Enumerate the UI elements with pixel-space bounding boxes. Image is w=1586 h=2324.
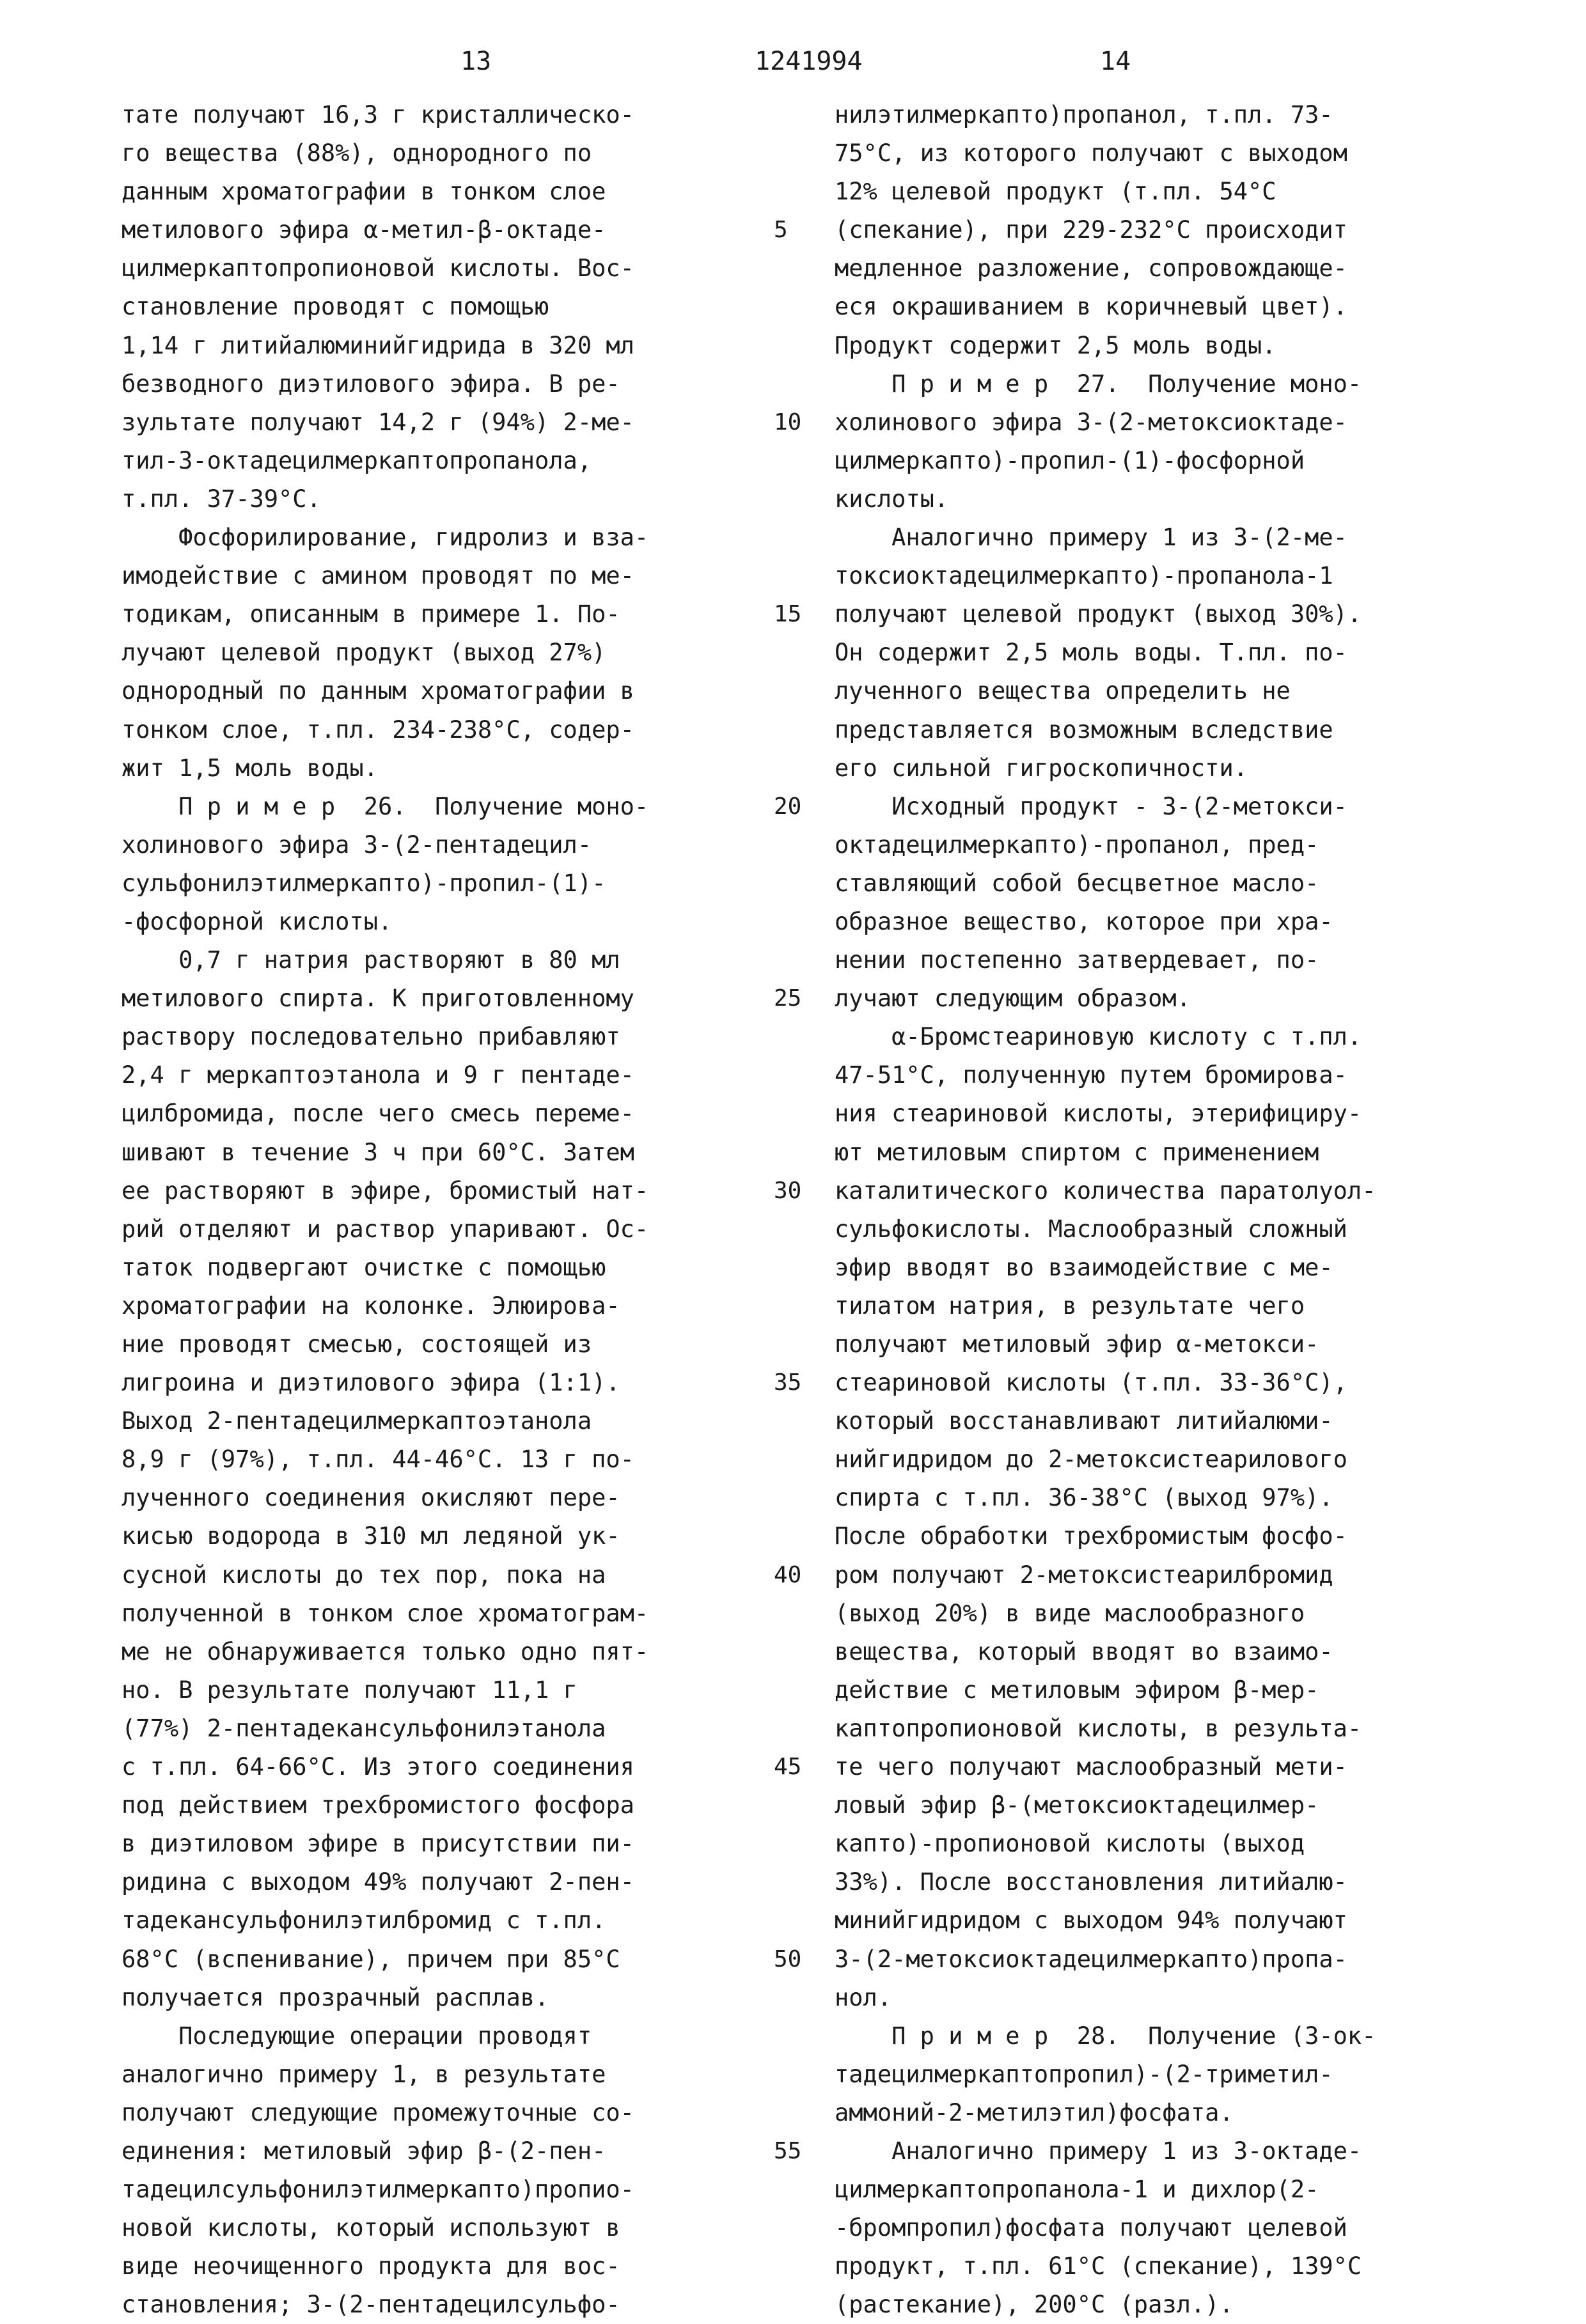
- text-line: тадецилсульфонилэтилмеркапто)пропио-: [122, 2176, 634, 2204]
- text-line: сульфокислоты. Маслообразный сложный: [835, 1215, 1347, 1243]
- margin-line-number: 55: [774, 2138, 802, 2165]
- text-line: но. В результате получают 11,1 г: [122, 1676, 577, 1704]
- text-line: лученного соединения окисляют пере-: [122, 1484, 620, 1512]
- text-line: т.пл. 37-39°С.: [122, 485, 321, 513]
- text-line: нол.: [835, 1983, 892, 2011]
- text-line: После обработки трехбромистым фосфо-: [835, 1522, 1347, 1550]
- text-line: еся окрашиванием в коричневый цвет).: [835, 293, 1347, 321]
- text-line: 1,14 г литийалюминийгидрида в 320 мл: [122, 331, 634, 359]
- text-line: П р и м е р 26. Получение моно-: [122, 792, 649, 820]
- text-line: получают метиловый эфир α-метокси-: [835, 1330, 1319, 1358]
- text-line: ют метиловым спиртом с применением: [835, 1138, 1319, 1166]
- text-line: его сильной гигроскопичности.: [835, 754, 1248, 782]
- right-text-column: [835, 96, 1487, 2324]
- left-text-column: [122, 96, 787, 2324]
- text-line: ридина с выходом 49% получают 2-пен-: [122, 1868, 634, 1896]
- text-line: виде неочищенного продукта для вос-: [122, 2252, 620, 2281]
- text-line: стеариновой кислоты (т.пл. 33-36°С),: [835, 1369, 1347, 1397]
- text-line: холинового эфира 3-(2-пентадецил-: [122, 831, 592, 859]
- text-line: хроматографии на колонке. Элюирова-: [122, 1291, 620, 1320]
- text-line: с т.пл. 64-66°С. Из этого соединения: [122, 1753, 634, 1781]
- text-line: тонком слое, т.пл. 234-238°С, содер-: [122, 715, 634, 744]
- text-line: сульфонилэтилмеркапто)-пропил-(1)-: [122, 869, 606, 897]
- text-line: 12% целевой продукт (т.пл. 54°С: [835, 178, 1276, 206]
- text-line: тате получают 16,3 г кристаллическо-: [122, 101, 634, 129]
- margin-line-number: 20: [774, 793, 802, 820]
- text-line: те чего получают маслообразный мети-: [835, 1753, 1347, 1781]
- text-line: жит 1,5 моль воды.: [122, 754, 378, 782]
- text-line: Аналогично примеру 1 из 3-октаде-: [835, 2137, 1362, 2165]
- text-line: Последующие операции проводят: [122, 2022, 592, 2050]
- text-line: лигроина и диэтилового эфира (1:1).: [122, 1369, 620, 1397]
- text-line: цилбромида, после чего смесь переме-: [122, 1100, 634, 1128]
- text-line: 2,4 г меркаптоэтанола и 9 г пентаде-: [122, 1061, 634, 1089]
- text-line: го вещества (88%), однородного по: [122, 139, 592, 168]
- text-line: вещества, который вводят во взаимо-: [835, 1637, 1333, 1665]
- text-line: эфир вводят во взаимодействие с ме-: [835, 1253, 1333, 1281]
- text-line: Фосфорилирование, гидролиз и вза-: [122, 524, 649, 552]
- text-line: шивают в течение 3 ч при 60°С. Затем: [122, 1138, 634, 1166]
- text-line: аналогично примеру 1, в результате: [122, 2060, 606, 2088]
- text-line: холинового эфира 3-(2-метоксиоктаде-: [835, 408, 1347, 436]
- text-line: минийгидридом с выходом 94% получают: [835, 1907, 1347, 1935]
- text-line: медленное разложение, сопровождающе-: [835, 254, 1347, 283]
- text-line: тадецилмеркаптопропил)-(2-триметил-: [835, 2060, 1333, 2088]
- text-line: Выход 2-пентадецилмеркаптоэтанола: [122, 1407, 592, 1435]
- text-line: ром получают 2-метоксистеарилбромид: [835, 1561, 1333, 1589]
- text-line: нилэтилмеркапто)пропанол, т.пл. 73-: [835, 101, 1333, 129]
- text-line: под действием трехбромистого фосфора: [122, 1791, 634, 1820]
- text-line: нении постепенно затвердевает, по-: [835, 946, 1319, 974]
- text-line: каптопропионовой кислоты, в результа-: [835, 1714, 1362, 1742]
- text-line: ме не обнаруживается только одно пят-: [122, 1637, 649, 1665]
- text-line: Он содержит 2,5 моль воды. Т.пл. по-: [835, 639, 1347, 667]
- text-line: токсиоктадецилмеркапто)-пропанола-1: [835, 562, 1333, 590]
- text-line: тадекансульфонилэтилбромид с т.пл.: [122, 1907, 606, 1935]
- text-line: единения: метиловый эфир β-(2-пен-: [122, 2137, 606, 2165]
- text-line: (выход 20%) в виде маслообразного: [835, 1599, 1305, 1627]
- text-line: становления; 3-(2-пентадецилсульфо-: [122, 2291, 620, 2319]
- text-line: зультате получают 14,2 г (94%) 2-ме-: [122, 408, 634, 436]
- text-line: продукт, т.пл. 61°С (спекание), 139°С: [835, 2252, 1362, 2281]
- text-line: α-Бромстеариновую кислоту с т.пл.: [835, 1023, 1362, 1051]
- text-line: сусной кислоты до тех пор, пока на: [122, 1561, 606, 1589]
- text-line: который восстанавливают литийалюми-: [835, 1407, 1333, 1435]
- margin-line-number: 35: [774, 1369, 802, 1396]
- text-line: Продукт содержит 2,5 моль воды.: [835, 331, 1276, 359]
- text-line: новой кислоты, который используют в: [122, 2214, 620, 2242]
- text-line: аммоний-2-метилэтил)фосфата.: [835, 2098, 1234, 2126]
- text-line: -бромпропил)фосфата получают целевой: [835, 2214, 1347, 2242]
- text-line: кисью водорода в 310 мл ледяной ук-: [122, 1522, 620, 1550]
- text-line: (спекание), при 229-232°С происходит: [835, 216, 1347, 244]
- text-line: Исходный продукт - 3-(2-метокси-: [835, 792, 1347, 820]
- text-line: ставляющий собой бесцветное масло-: [835, 869, 1319, 897]
- text-line: полученной в тонком слое хроматограм-: [122, 1599, 649, 1627]
- text-line: метилового эфира α-метил-β-октаде-: [122, 216, 606, 244]
- margin-line-number: 5: [774, 217, 788, 244]
- page-number-left: 13: [460, 47, 492, 76]
- margin-line-number: 10: [774, 409, 802, 435]
- text-line: Аналогично примеру 1 из 3-(2-ме-: [835, 524, 1347, 552]
- text-line: цилмеркапто)-пропил-(1)-фосфорной: [835, 446, 1305, 474]
- text-line: капто)-пропионовой кислоты (выход: [835, 1830, 1305, 1858]
- text-line: однородный по данным хроматографии в: [122, 677, 634, 705]
- text-line: кислоты.: [835, 485, 949, 513]
- text-line: нийгидридом до 2-метоксистеарилового: [835, 1446, 1347, 1474]
- text-line: получают целевой продукт (выход 30%).: [835, 600, 1362, 628]
- text-line: ния стеариновой кислоты, этерифициру-: [835, 1100, 1362, 1128]
- text-line: тилатом натрия, в результате чего: [835, 1291, 1305, 1320]
- text-line: лучают следующим образом.: [835, 985, 1191, 1013]
- text-line: (растекание), 200°С (разл.).: [835, 2291, 1234, 2319]
- text-line: ее растворяют в эфире, бромистый нат-: [122, 1176, 649, 1205]
- text-line: раствору последовательно прибавляют: [122, 1023, 620, 1051]
- patent-number: 1241994: [755, 47, 863, 76]
- text-line: 47-51°С, полученную путем бромирова-: [835, 1061, 1347, 1089]
- text-line: образное вещество, которое при хра-: [835, 907, 1333, 935]
- text-line: 8,9 г (97%), т.пл. 44-46°С. 13 г по-: [122, 1446, 634, 1474]
- margin-line-number: 40: [774, 1561, 802, 1588]
- text-line: тодикам, описанным в примере 1. По-: [122, 600, 620, 628]
- text-line: 68°С (вспенивание), причем при 85°С: [122, 1945, 620, 1973]
- margin-line-number: 45: [774, 1754, 802, 1781]
- text-line: таток подвергают очистке с помощью: [122, 1253, 606, 1281]
- margin-line-number: 15: [774, 601, 802, 628]
- text-line: действие с метиловым эфиром β-мер-: [835, 1676, 1319, 1704]
- text-line: цилмеркаптопропанола-1 и дихлор(2-: [835, 2176, 1319, 2204]
- text-line: каталитического количества паратолуол-: [835, 1176, 1376, 1205]
- margin-line-number: 30: [774, 1177, 802, 1204]
- text-line: в диэтиловом эфире в присутствии пи-: [122, 1830, 634, 1858]
- text-line: ние проводят смесью, состоящей из: [122, 1330, 592, 1358]
- page-number-right: 14: [1100, 47, 1131, 76]
- text-line: лучают целевой продукт (выход 27%): [122, 639, 606, 667]
- text-line: имодействие с амином проводят по ме-: [122, 562, 634, 590]
- text-line: 33%). После восстановления литийалю-: [835, 1868, 1347, 1896]
- text-line: лученного вещества определить не: [835, 677, 1291, 705]
- margin-line-number: 50: [774, 1946, 802, 1972]
- text-line: (77%) 2-пентадекансульфонилэтанола: [122, 1714, 606, 1742]
- text-line: получается прозрачный расплав.: [122, 1983, 549, 2011]
- text-line: спирта с т.пл. 36-38°С (выход 97%).: [835, 1484, 1333, 1512]
- text-line: представляется возможным вследствие: [835, 715, 1333, 744]
- text-line: тил-3-октадецилмеркаптопропанола,: [122, 446, 592, 474]
- text-line: становление проводят с помощью: [122, 293, 549, 321]
- margin-line-number: 25: [774, 985, 802, 1012]
- text-line: П р и м е р 27. Получение моно-: [835, 370, 1362, 398]
- text-line: получают следующие промежуточные со-: [122, 2098, 634, 2126]
- text-line: цилмеркаптопропионовой кислоты. Вос-: [122, 254, 634, 283]
- text-line: 75°С, из которого получают с выходом: [835, 139, 1347, 168]
- text-line: рий отделяют и раствор упаривают. Ос-: [122, 1215, 649, 1243]
- text-line: -фосфорной кислоты.: [122, 907, 393, 935]
- text-line: 3-(2-метоксиоктадецилмеркапто)пропа-: [835, 1945, 1347, 1973]
- text-line: П р и м е р 28. Получение (3-ок-: [835, 2022, 1376, 2050]
- text-line: октадецилмеркапто)-пропанол, пред-: [835, 831, 1319, 859]
- text-line: безводного диэтилового эфира. В ре-: [122, 370, 620, 398]
- text-line: ловый эфир β-(метоксиоктадецилмер-: [835, 1791, 1319, 1820]
- text-line: данным хроматографии в тонком слое: [122, 178, 606, 206]
- text-line: метилового спирта. К приготовленному: [122, 985, 634, 1013]
- text-line: 0,7 г натрия растворяют в 80 мл: [122, 946, 620, 974]
